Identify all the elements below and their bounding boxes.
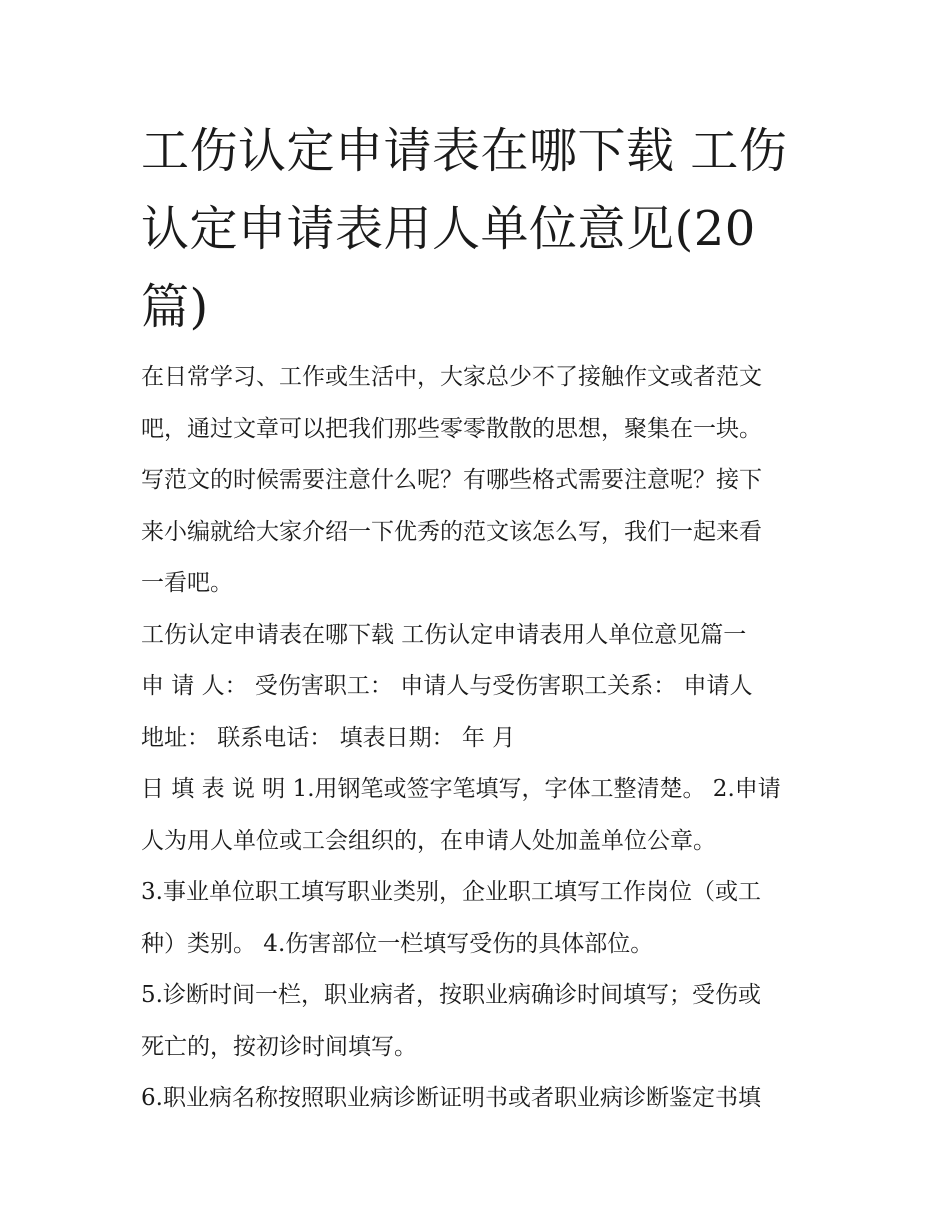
instruction-5-paragraph: [141, 970, 813, 1073]
text-line: 5.诊断时间一栏，职业病者，按职业病确诊时间填写；受伤或: [141, 982, 761, 1008]
intro-paragraph: [141, 352, 813, 610]
text-line: 死亡的，按初诊时间填写。: [141, 1033, 417, 1060]
document-title: [141, 112, 813, 346]
text-line: 在日常学习、工作或生活中，大家总少不了接触作文或者范文: [141, 364, 762, 390]
title-line: 工伤认定申请表在哪下载 工伤: [141, 123, 788, 179]
text-line: 申 请 人： 受伤害职工： 申请人与受伤害职工关系： 申请人: [141, 673, 753, 699]
text-line: 一看吧。: [141, 570, 233, 596]
section-heading-paragraph: [141, 610, 813, 765]
text-line: 来小编就给大家介绍一下优秀的范文该怎么写，我们一起来看: [141, 518, 762, 545]
instruction-6-paragraph: [141, 1073, 813, 1125]
text-line: 6.职业病名称按照职业病诊断证明书或者职业病诊断鉴定书填: [141, 1085, 761, 1111]
title-line: 篇): [141, 279, 209, 335]
title-line: 认定申请表用人单位意见(20: [141, 201, 756, 257]
text-line: 人为用人单位或工会组织的，在申请人处加盖单位公章。: [141, 827, 716, 854]
document-page: [141, 112, 813, 1125]
text-line: 3.事业单位职工填写职业类别，企业职工填写工作岗位（或工: [141, 879, 761, 905]
text-line: 地址： 联系电话： 填表日期： 年 月: [141, 724, 516, 751]
text-line: 吧，通过文章可以把我们那些零零散散的思想，聚集在一块。: [141, 415, 762, 442]
instruction-3-paragraph: [141, 867, 813, 970]
text-line: 写范文的时候需要注意什么呢？有哪些格式需要注意呢？接下: [141, 467, 762, 493]
text-line: 日 填 表 说 明 1.用钢笔或签字笔填写，字体工整清楚。 2.申请: [141, 776, 781, 802]
text-line: 种）类别。 4.伤害部位一栏填写受伤的具体部位。: [141, 930, 654, 957]
text-line: 工伤认定申请表在哪下载 工伤认定申请表用人单位意见篇一: [141, 621, 747, 648]
instructions-paragraph: [141, 764, 813, 867]
